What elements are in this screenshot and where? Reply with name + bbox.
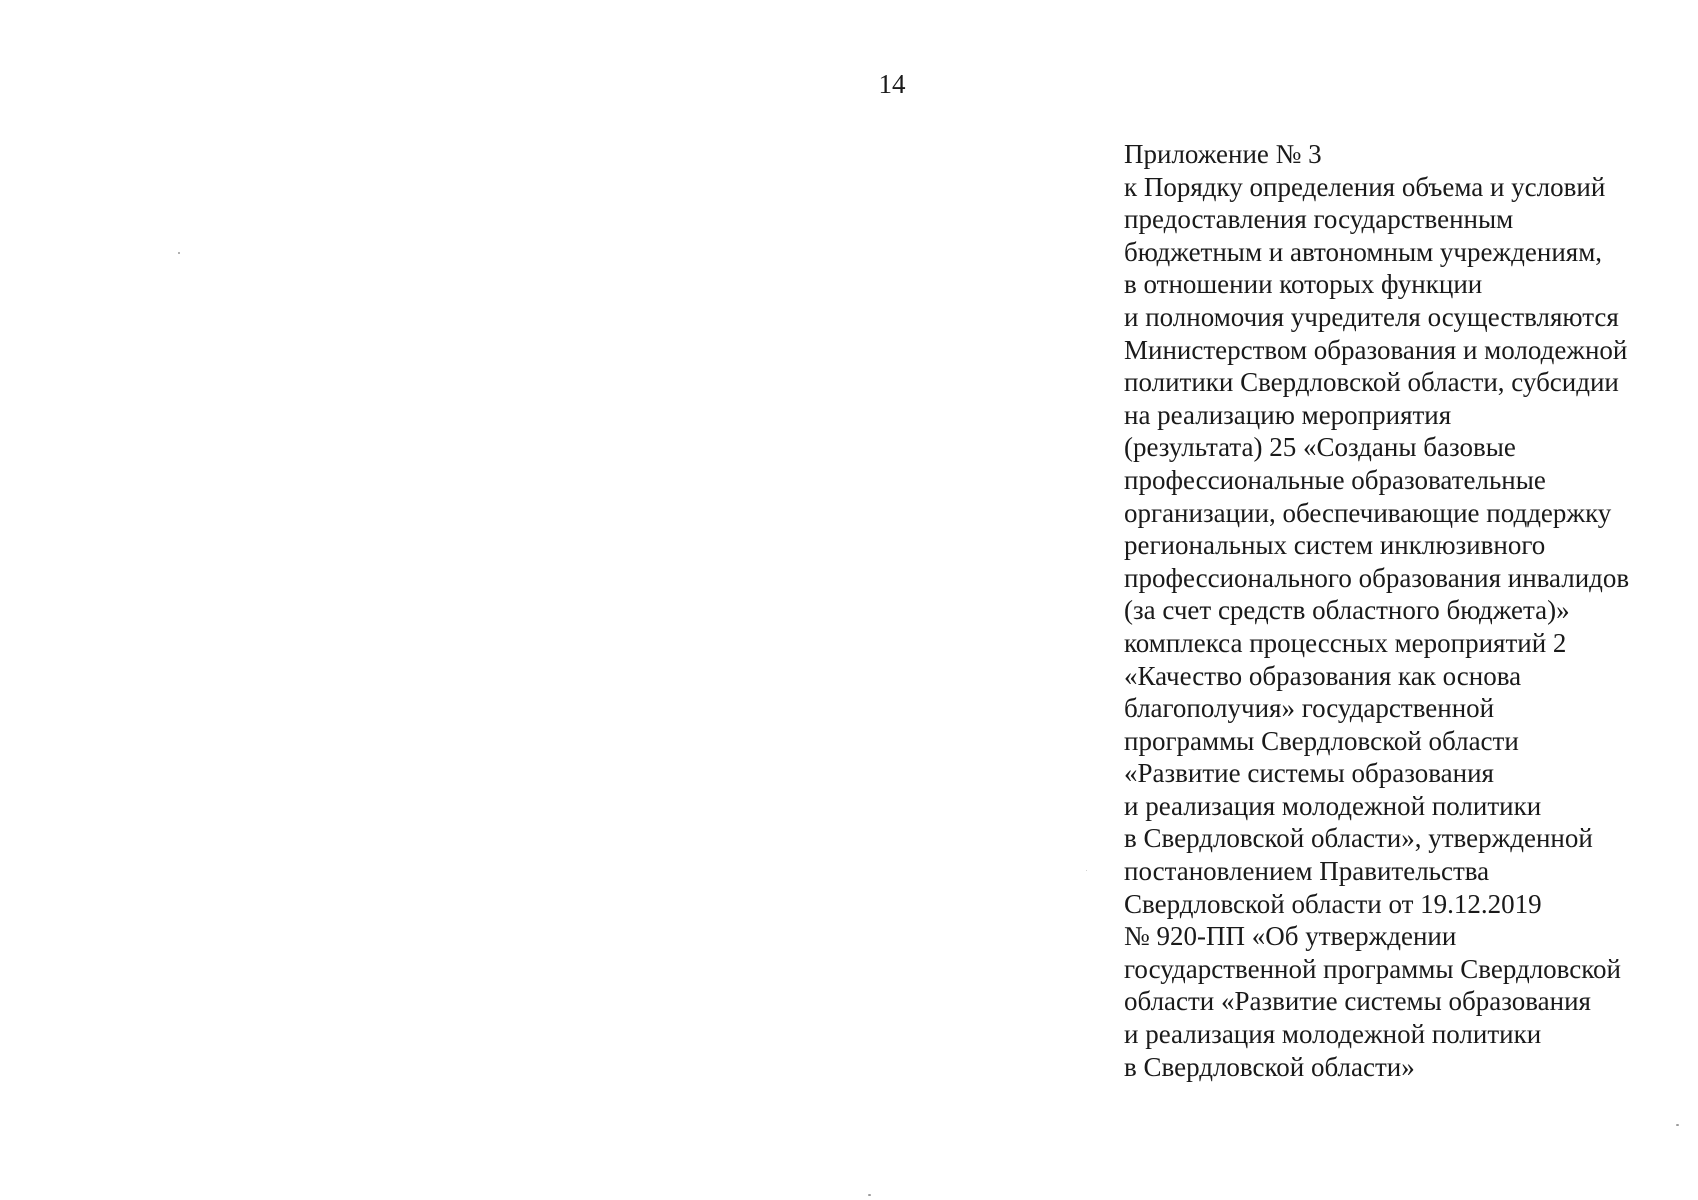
appendix-line: в Свердловской области», утвержденной (1124, 823, 1593, 854)
appendix-line: «Качество образования как основа (1124, 660, 1522, 691)
appendix-header (1124, 138, 1684, 1083)
appendix-line: в отношении которых функции (1124, 269, 1483, 300)
appendix-line: (результата) 25 «Созданы базовые (1124, 432, 1516, 463)
appendix-line: Свердловской области от 19.12.2019 (1124, 888, 1542, 919)
appendix-line: «Развитие системы образования (1124, 758, 1494, 789)
appendix-line: программы Свердловской области (1124, 725, 1519, 756)
scan-speck (1676, 1124, 1679, 1126)
appendix-line: в Свердловской области» (1124, 1051, 1415, 1082)
appendix-line: политики Свердловской области, субсидии (1124, 367, 1619, 398)
appendix-line: комплекса процессных мероприятий 2 (1124, 627, 1567, 658)
appendix-line: государственной программы Свердловской (1124, 953, 1621, 984)
appendix-line: № 920-ПП «Об утверждении (1124, 921, 1457, 952)
page-number: 14 (878, 69, 906, 99)
appendix-line: профессиональные образовательные (1124, 464, 1546, 495)
appendix-line: и реализация молодежной политики (1124, 1019, 1542, 1050)
appendix-line: (за счет средств областного бюджета)» (1124, 595, 1570, 626)
scan-speck (1086, 870, 1087, 871)
appendix-line: области «Развитие системы образования (1124, 986, 1591, 1017)
appendix-line: региональных систем инклюзивного (1124, 530, 1546, 561)
appendix-line: бюджетным и автономным учреждениям, (1124, 236, 1603, 267)
scan-speck (868, 1194, 871, 1196)
appendix-title: Приложение № 3 (1124, 139, 1322, 169)
appendix-line: на реализацию мероприятия (1124, 399, 1452, 430)
scan-speck (178, 252, 180, 254)
appendix-line: Министерством образования и молодежной (1124, 334, 1628, 365)
appendix-line: благополучия» государственной (1124, 693, 1495, 724)
appendix-line: и полномочия учредителя осуществляются (1124, 301, 1619, 332)
appendix-line: предоставления государственным (1124, 204, 1514, 235)
appendix-line: организации, обеспечивающие поддержку (1124, 497, 1612, 528)
appendix-line: профессионального образования инвалидов (1124, 562, 1630, 593)
appendix-line: к Порядку определения объема и условий (1124, 171, 1606, 202)
appendix-line: постановлением Правительства (1124, 856, 1490, 887)
appendix-line: и реализация молодежной политики (1124, 790, 1542, 821)
